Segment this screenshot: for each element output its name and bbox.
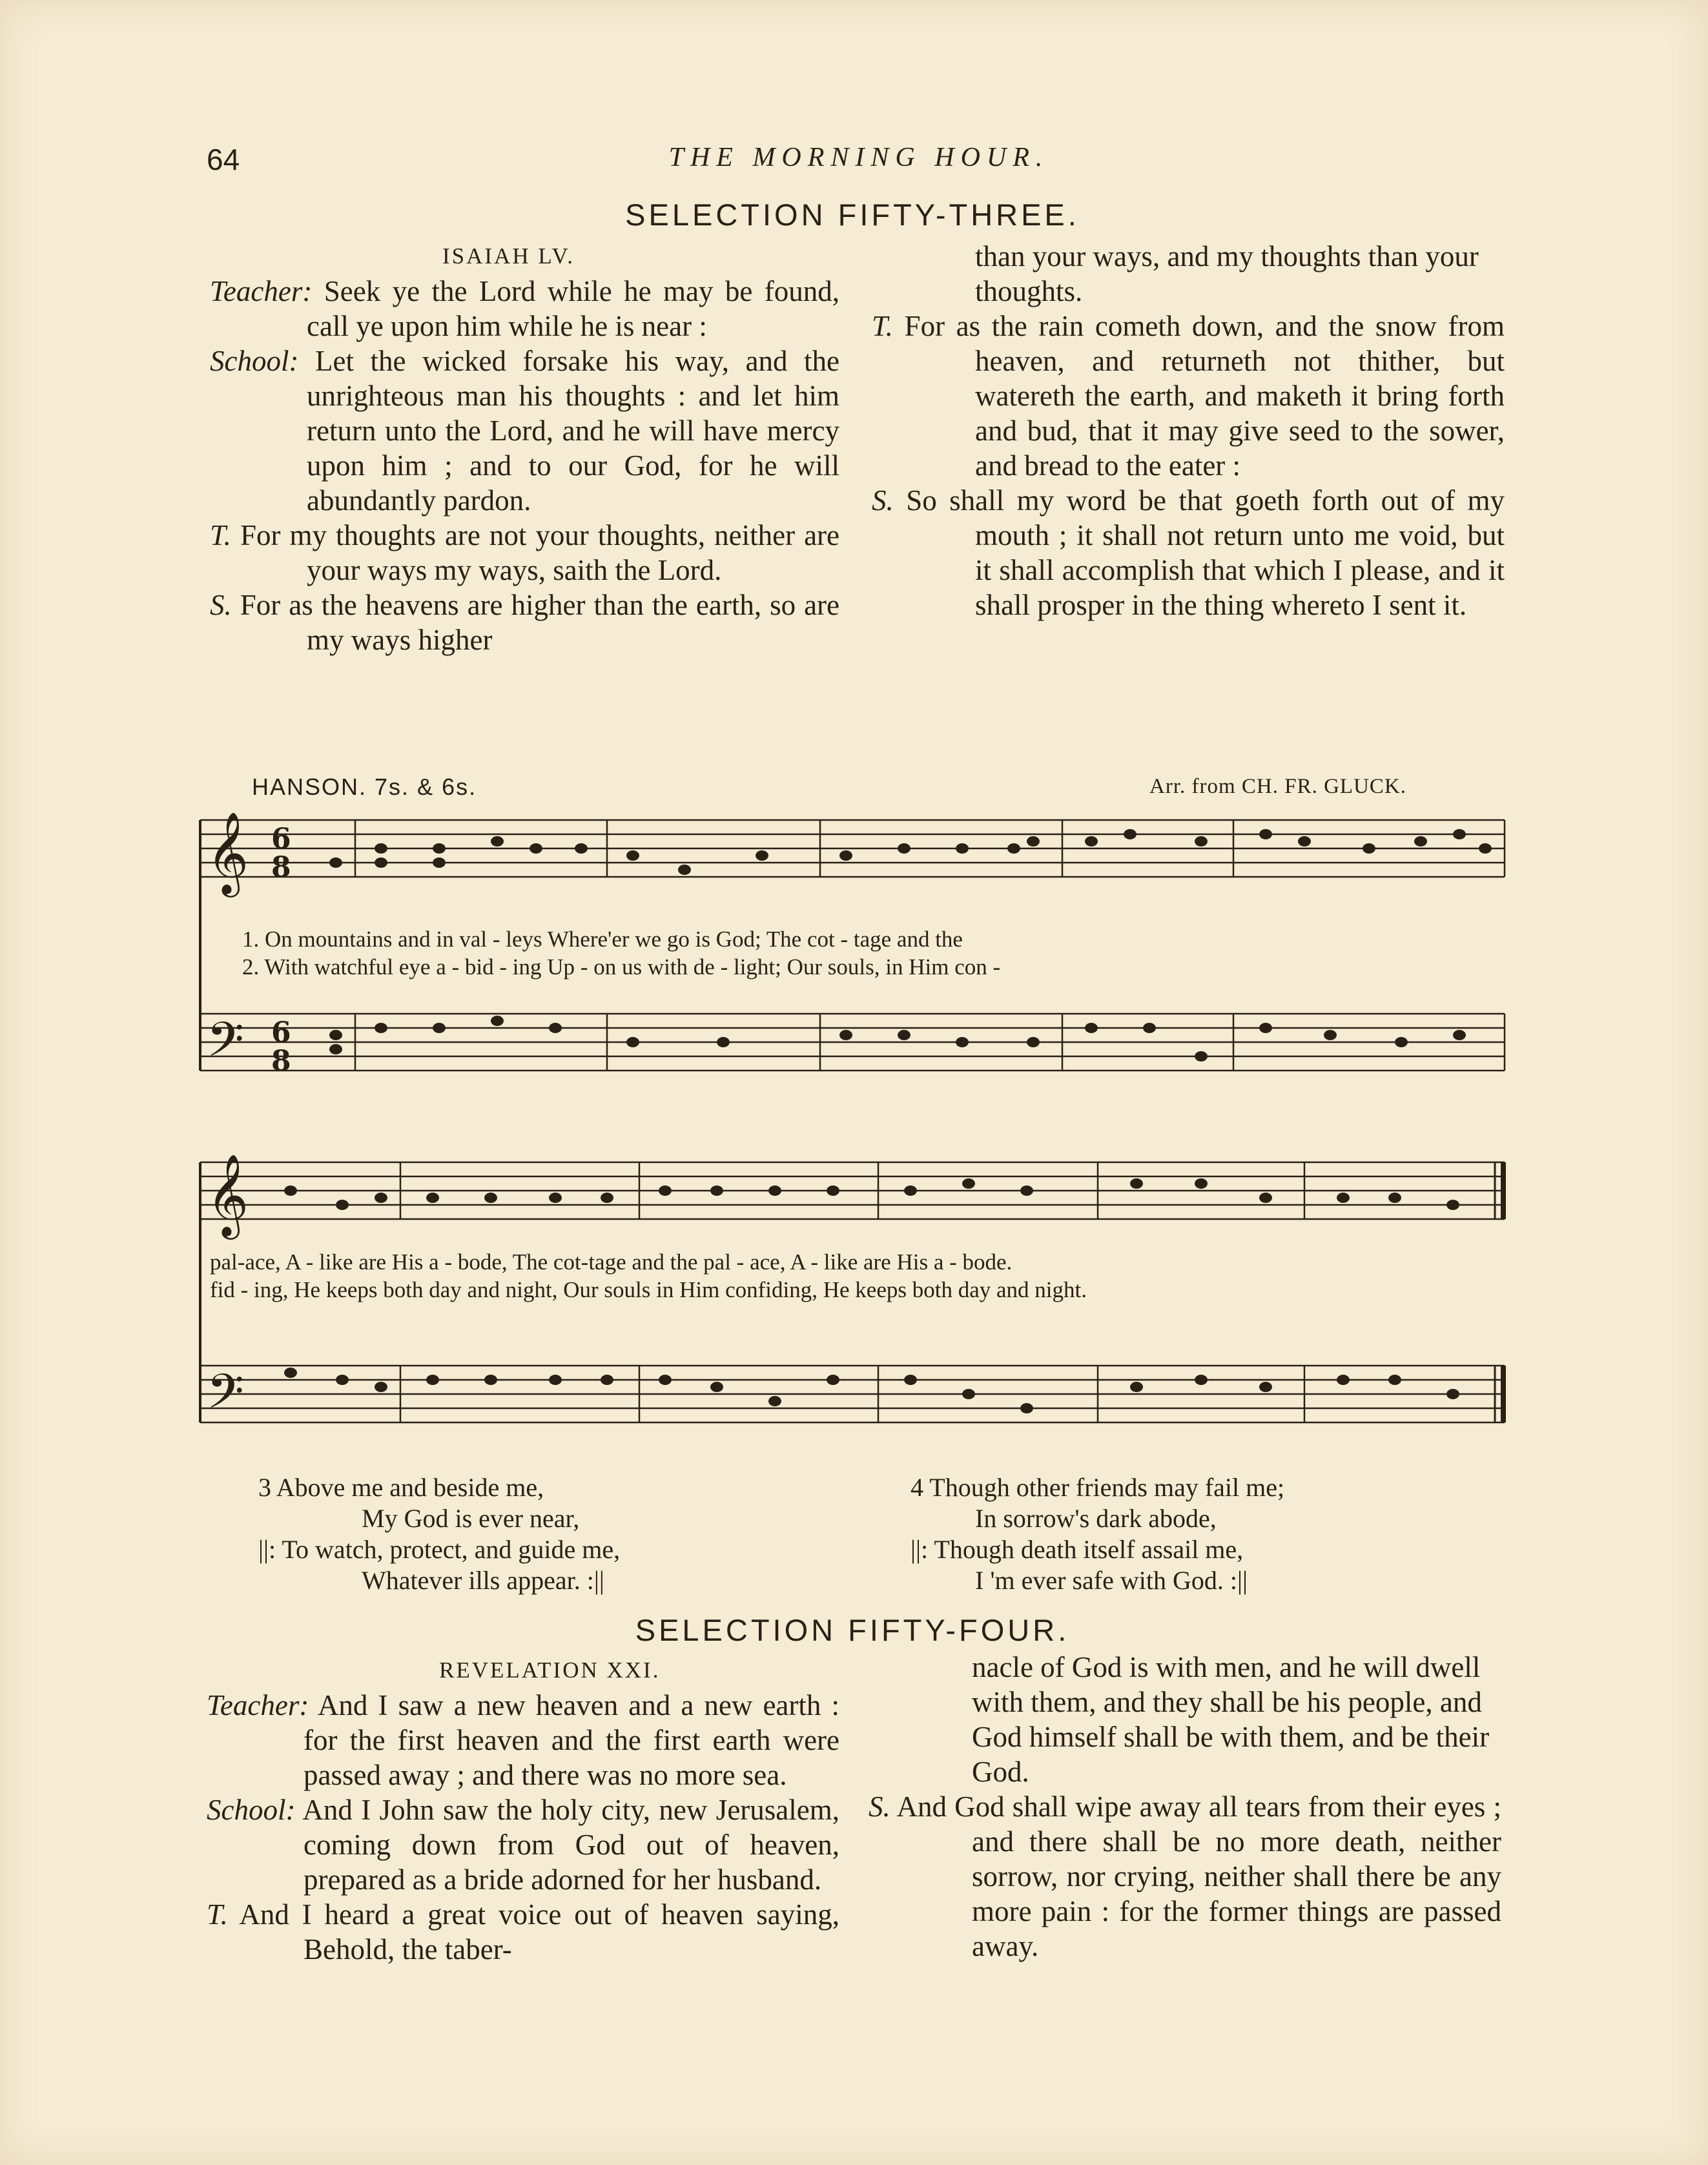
lyrics-verse-2-line-2: fid - ing, He keeps both day and night, Our souls in Him confiding, He keeps both day and night. xyxy=(210,1277,1087,1302)
page-number: 64 xyxy=(207,143,240,176)
bass-staff-2 xyxy=(200,1366,1505,1422)
treble-clef-icon: 𝄞 xyxy=(207,811,249,894)
treble-staff-1 xyxy=(200,820,1505,877)
hymn-music-score xyxy=(194,801,1518,1472)
verse-school: S. So shall my word be that goeth forth out of my mouth ; it shall not return unto me void, but it shall accomplish that which I please, and it shall prosper in the thing whereto I sent it. xyxy=(872,484,1505,621)
lyrics-verse-1-line-2: pal-ace, A - like are His a - bode, The cot-tage and the pal - ace, A - like are His a - bode. xyxy=(210,1249,1013,1275)
bass-clef-icon: 𝄢 xyxy=(207,1012,244,1080)
treble-staff-2 xyxy=(200,1162,1505,1219)
lyrics-verse-2-line-1: 2. With watchful eye a - bid - ing Up - on us with de - light; Our souls, in Him con - xyxy=(242,954,1001,980)
stanza-line: I 'm ever safe with God. :|| xyxy=(975,1566,1248,1595)
verse-school: School: Let the wicked forsake his way, and the unrighteous man his thoughts : and let him return unto the Lord, and he will have mercy upon him ; and to our God, for he will abundantly pardon. xyxy=(210,345,840,517)
lyrics-verse-1-line-1: 1. On mountains and in val - leys Where'er we go is God; The cot - tage and the xyxy=(242,927,963,952)
bass-clef-icon: 𝄢 xyxy=(207,1364,244,1431)
svg-text:8: 8 xyxy=(271,851,291,884)
verse-school: School: And I John saw the holy city, new Jerusalem, coming down from God out of heaven, prepared as a bride adorned for her husband. xyxy=(207,1794,839,1896)
stanza-line: My God is ever near, xyxy=(362,1504,580,1533)
arranger-credit: Arr. from CH. FR. GLUCK. xyxy=(1149,775,1407,798)
svg-text:6: 6 xyxy=(271,1016,291,1049)
bass-staff-1 xyxy=(200,1014,1505,1071)
verse-continuation: than your ways, and my thoughts than your thoughts. xyxy=(975,240,1479,307)
stanza-line: 3 Above me and beside me, xyxy=(258,1473,544,1502)
verse-teacher: Teacher: And I saw a new heaven and a new earth : for the first heaven and the first earth were passed away ; and there was no more sea. xyxy=(207,1689,839,1791)
stanza-4 xyxy=(911,1472,1492,1596)
scripture-source: ISAIAH LV. xyxy=(442,243,575,269)
running-head xyxy=(207,136,1511,187)
selection-53-title: SELECTION FIFTY-THREE. xyxy=(625,198,1080,232)
verse-teacher: T. For my thoughts are not your thoughts, neither are your ways my ways, saith the Lord. xyxy=(210,519,839,586)
svg-text:6: 6 xyxy=(271,823,291,856)
svg-text:8: 8 xyxy=(271,1045,291,1078)
stanza-line: In sorrow's dark abode, xyxy=(975,1504,1217,1533)
running-title: THE MORNING HOUR. xyxy=(668,143,1049,172)
selection-53-left-column xyxy=(210,239,839,657)
selection-54-right-column xyxy=(869,1650,1501,1964)
stanza-line: 4 Though other friends may fail me; xyxy=(911,1473,1285,1502)
selection-53-right-column xyxy=(872,239,1505,622)
scripture-source: REVELATION XXI. xyxy=(439,1657,661,1683)
stanza-line: Whatever ills appear. :|| xyxy=(362,1566,604,1595)
stanza-line: ||: To watch, protect, and guide me, xyxy=(258,1535,621,1564)
verse-school: S. And God shall wipe away all tears from their eyes ; and there shall be no more death, neither sorrow, nor crying, neither shall there be any more pain : for the former things are passed away. xyxy=(869,1790,1501,1962)
selection-54-left-column xyxy=(207,1653,839,1967)
note-heads xyxy=(284,829,1492,1413)
stanza-3 xyxy=(258,1472,839,1596)
verse-continuation: nacle of God is with men, and he will dwell with them, and they shall be his people, and God himself shall be with them, and be their God. xyxy=(972,1651,1490,1788)
tune-name: HANSON. 7s. & 6s. xyxy=(252,774,477,800)
verse-teacher: Teacher: Seek ye the Lord while he may be found, call ye upon him while he is near : xyxy=(210,275,839,342)
selection-54-title: SELECTION FIFTY-FOUR. xyxy=(635,1613,1070,1647)
verse-school: S. For as the heavens are higher than the earth, so are my ways higher xyxy=(210,589,839,656)
treble-clef-icon: 𝄞 xyxy=(207,1153,249,1236)
verse-teacher: T. For as the rain cometh down, and the snow from heaven, and returneth not thither, but watereth the earth, and maketh it bring forth and bud, that it may give seed to the sower, and bread to the eater : xyxy=(872,310,1505,482)
stanza-line: ||: Though death itself assail me, xyxy=(911,1535,1244,1564)
verse-teacher: T. And I heard a great voice out of heaven saying, Behold, the taber- xyxy=(207,1898,839,1965)
